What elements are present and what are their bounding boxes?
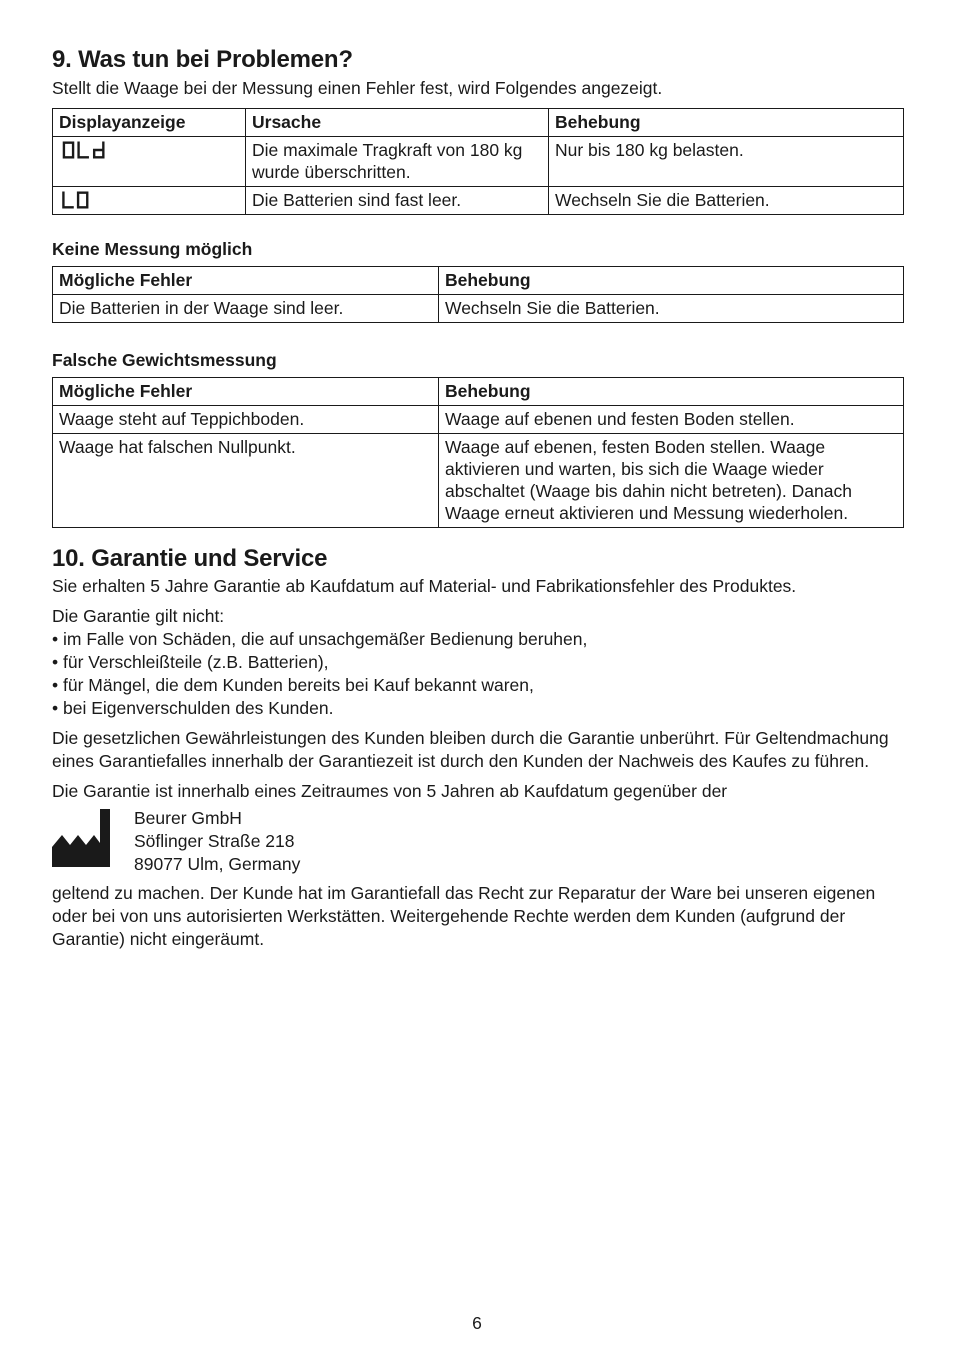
warranty-exclusions-intro: Die Garantie gilt nicht: (52, 606, 225, 626)
warranty-period-paragraph: Die Garantie ist innerhalb eines Zeitraumes von 5 Jahren ab Kaufdatum gegenüber der (52, 781, 728, 801)
table-header: Behebung (439, 267, 904, 295)
list-item: • für Verschleißteile (z.B. Batterien), (52, 651, 903, 674)
table-row (53, 137, 904, 187)
document-page (52, 44, 903, 951)
table-cell (53, 137, 246, 187)
warranty-legal-paragraph: Die gesetzlichen Gewährleistungen des Kunden bleiben durch die Garantie unberührt. Für Geltendmachung eines Garantiefalles innerhalb der Garantiezeit ist durch den Kunden der Nachweis des Kaufes zu führen. (52, 728, 889, 771)
table-row (53, 406, 904, 434)
section-9-title: 9. Was tun bei Problemen? (52, 46, 353, 73)
list-item: • für Mängel, die dem Kunden bereits bei Kauf bekannt waren, (52, 674, 903, 697)
table-cell: Wechseln Sie die Batterien. (549, 187, 904, 215)
section-9-intro: Stellt die Waage bei der Messung einen Fehler fest, wird Folgendes angezeigt. (52, 78, 663, 98)
table-cell: Waage hat falschen Nullpunkt. (53, 434, 439, 528)
address-line: Söflinger Straße 218 (134, 831, 295, 851)
wrong-weight-table (52, 377, 904, 528)
table-cell: Die Batterien sind fast leer. (246, 187, 549, 215)
warranty-exclusions-list (52, 628, 903, 720)
no-measure-heading: Keine Messung möglich (52, 239, 253, 259)
table-header: Mögliche Fehler (53, 378, 439, 406)
table-header: Displayanzeige (53, 109, 246, 137)
table-row (53, 434, 904, 528)
manufacturer-address (52, 807, 903, 876)
no-measure-table (52, 266, 904, 323)
table-header: Behebung (549, 109, 904, 137)
manufacturer-icon (52, 809, 110, 867)
table-cell: Wechseln Sie die Batterien. (439, 295, 904, 323)
table-header-row (53, 109, 904, 137)
lcd-old-icon (59, 139, 111, 161)
table-header: Behebung (439, 378, 904, 406)
lcd-lo-icon (59, 189, 99, 211)
address-line: Beurer GmbH (134, 808, 242, 828)
table-header-row (53, 378, 904, 406)
table-cell: Nur bis 180 kg belasten. (549, 137, 904, 187)
table-row (53, 187, 904, 215)
address-lines (134, 807, 300, 876)
warranty-claim-paragraph: geltend zu machen. Der Kunde hat im Garantiefall das Recht zur Reparatur der Ware bei unseren eigenen oder bei von uns autorisierten Werkstätten. Weitergehende Rechte werden dem Kunden (aufgrund der Garantie) nicht eingeräumt. (52, 883, 876, 949)
table-cell: Die maximale Tragkraft von 180 kg wurde überschritten. (246, 137, 549, 187)
table-header: Ursache (246, 109, 549, 137)
wrong-weight-heading: Falsche Gewichtsmessung (52, 350, 277, 370)
list-item: • im Falle von Schäden, die auf unsachgemäßer Bedienung beruhen, (52, 628, 903, 651)
display-error-table (52, 108, 904, 215)
address-line: 89077 Ulm, Germany (134, 854, 301, 874)
warranty-paragraph: Sie erhalten 5 Jahre Garantie ab Kaufdatum auf Material- und Fabrikationsfehler des Produktes. (52, 576, 797, 596)
section-10-title: 10. Garantie und Service (52, 545, 328, 572)
table-cell: Die Batterien in der Waage sind leer. (53, 295, 439, 323)
table-cell: Waage auf ebenen und festen Boden stellen. (439, 406, 904, 434)
table-header: Mögliche Fehler (53, 267, 439, 295)
table-cell: Waage steht auf Teppichboden. (53, 406, 439, 434)
table-header-row (53, 267, 904, 295)
table-cell (53, 187, 246, 215)
table-row (53, 295, 904, 323)
list-item: • bei Eigenverschulden des Kunden. (52, 697, 903, 720)
table-cell: Waage auf ebenen, festen Boden stellen. Waage aktivieren und warten, bis sich die Waage wieder abschaltet (Waage bis dahin nicht betreten). Danach Waage erneut aktivieren und Messung wiederholen. (439, 434, 904, 528)
page-number: 6 (472, 1313, 482, 1333)
